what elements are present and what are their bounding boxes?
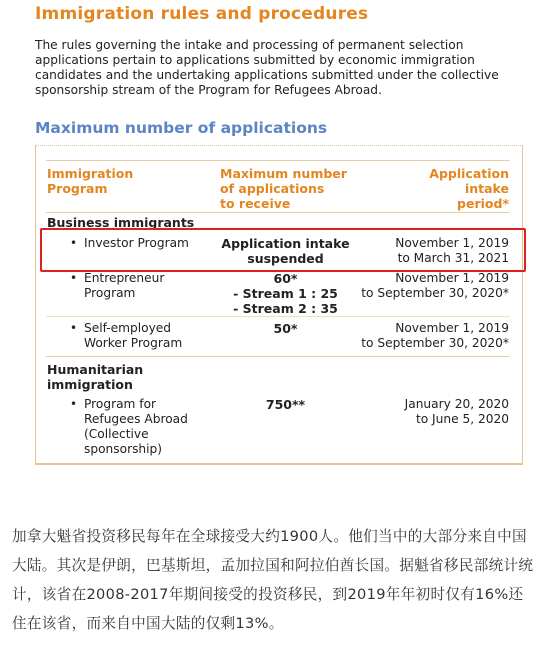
period-line: November 1, 2019 [395,321,509,335]
max-value-line: suspended [247,251,324,266]
commentary-line: 住在该省，而来自中国大陆的仅剩13%。 [12,615,284,632]
commentary-line: 计，该省在2008-2017年期间接受的投资移民，到2019年年初时仅有16%还 [12,586,524,603]
period-line: to September 30, 2020* [361,286,509,300]
program-name: Refugees Abroad [84,412,188,426]
header-period-line: intake [464,181,509,196]
bullet-icon: • [70,271,78,285]
commentary-line: 加拿大魁省投资移民每年在全球接受大约1900人。他们当中的大部分来自中国 [12,528,527,545]
program-name: Worker Program [84,336,183,350]
max-value-line: - Stream 1 : 25 [233,286,338,301]
max-value-line: 750** [265,397,306,412]
program-name: Program [84,286,136,300]
bullet-icon: • [70,236,78,250]
header-max-applications [220,166,347,211]
page-heading: Immigration rules and procedures [35,4,369,24]
max-value-line: Application intake [221,236,350,251]
table-divider [46,316,510,317]
entrepreneur-intake-period [339,271,509,301]
category-line: Humanitarian [47,362,144,377]
entrepreneur-max-applications [218,271,353,316]
refugees-max-applications [218,397,353,412]
intro-paragraph: The rules governing the intake and processing of permanent selection applications pertain to applications submitted by economic immigration candidates and the undertaking applications submitted under the collective sponsorship stream of the Program for Refugees Abroad. [35,38,499,97]
program-name: Entrepreneur [84,271,165,285]
self-employed-max-applications [218,321,353,336]
refugees-intake-period [339,397,509,427]
period-line: to March 31, 2021 [397,251,509,265]
table-divider [46,160,510,161]
max-value-line: 50* [273,321,298,336]
program-name: sponsorship) [84,442,163,456]
header-intake-period [340,166,509,211]
bullet-icon: • [70,397,78,411]
table-divider [46,212,510,213]
program-name: (Collective [84,427,149,441]
chinese-commentary [12,522,557,638]
investor-highlight-box [40,228,526,272]
period-line: to June 5, 2020 [415,412,509,426]
header-max-line: to receive [220,196,291,211]
max-value-line: 60* [273,271,298,286]
bullet-icon: • [70,321,78,335]
header-program-line: Program [47,181,108,196]
max-value-line: - Stream 2 : 35 [233,301,338,316]
period-line: November 1, 2019 [395,271,509,285]
header-period-line: Application [429,166,509,181]
table-divider [46,356,510,357]
header-program [47,166,133,196]
category-business-immigrants: Business immigrants [47,215,195,230]
category-line: immigration [47,377,133,392]
period-line: January 20, 2020 [404,397,509,411]
header-period-line: period* [457,196,509,211]
section-heading: Maximum number of applications [35,119,328,137]
program-name: Program for [84,397,157,411]
commentary-line: 大陆。其次是伊朗，巴基斯坦，孟加拉国和阿拉伯酋长国。据魁省移民部统计统 [12,557,534,574]
period-line: November 1, 2019 [395,236,509,250]
period-line: to September 30, 2020* [361,336,509,350]
program-name: Investor Program [84,236,189,250]
header-max-line: Maximum number [220,166,347,181]
self-employed-intake-period [339,321,509,351]
header-max-line: of applications [220,181,325,196]
header-program-line: Immigration [47,166,134,181]
category-humanitarian-immigration [47,362,143,392]
program-name: Self-employed [84,321,172,335]
